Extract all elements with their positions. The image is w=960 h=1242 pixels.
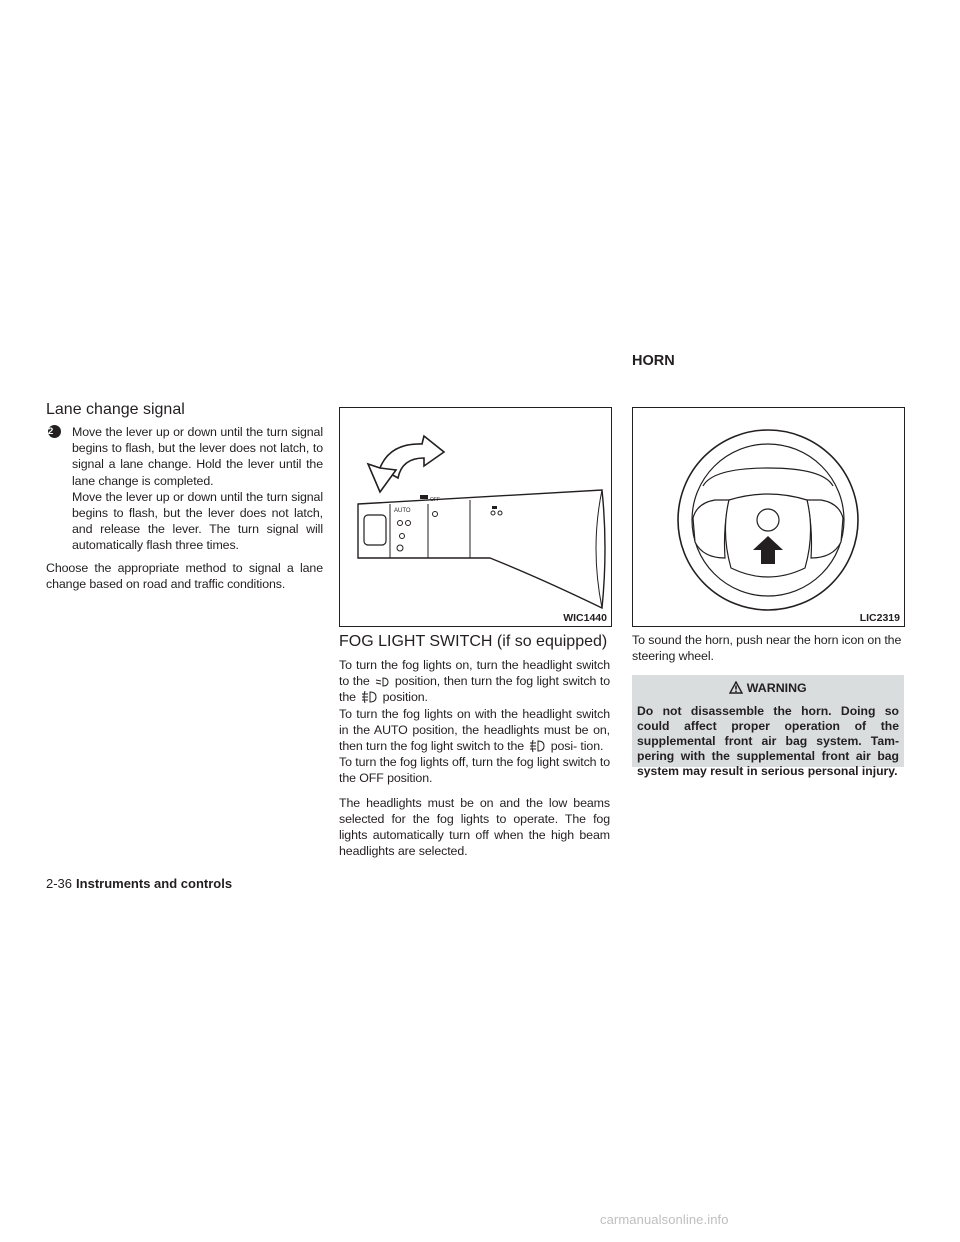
watermark: carmanualsonline.info [600, 1212, 729, 1227]
lever-figure [339, 407, 612, 627]
horn-instruction: To sound the horn, push near the horn icon on the steering wheel. [632, 633, 902, 664]
low-beam-icon [375, 676, 389, 688]
warning-body: Do not disassemble the horn. Doing so could affect proper operation of the supplemental front air bag system. Tam- pering with the supplemental front air bag system may result in serious personal injury. [637, 704, 899, 778]
horn-heading: HORN [632, 353, 675, 369]
step-number-badge: 2 [48, 425, 61, 438]
step-list [46, 424, 323, 554]
steering-wheel-illustration [633, 408, 904, 626]
warning-title: WARNING [632, 681, 904, 695]
figure-code: WIC1440 [563, 612, 607, 624]
section-name: Instruments and controls [76, 876, 233, 891]
page-number: 2-36 [46, 876, 73, 891]
step-paragraph: Move the lever up or down until the turn signal begins to flash, but the lever does not latch, to signal a lane change. Hold the lever until the lane change is completed. [72, 425, 323, 488]
fog-light-text [339, 657, 610, 859]
fog-light-icon [529, 739, 545, 753]
fog-para-4: The headlights must be on and the low beams selected for the fog lights to operate. The fog lights automatically turn off when the high beam headlights are selected. [339, 795, 610, 859]
figure-code: LIC2319 [859, 612, 900, 624]
step-item [46, 424, 323, 554]
off-label: OFF [430, 497, 440, 503]
fog-para-1: To turn the fog lights on, turn the headlight switch to the position, then turn the fog light switch to the position. [339, 658, 611, 705]
steering-wheel-figure [632, 407, 905, 627]
warning-box [632, 675, 904, 778]
lever-illustration [340, 408, 611, 626]
fog-para-2: To turn the fog lights on with the headlight switch in the AUTO position, the headlights must be on, then turn the fog light switch to the posi- tion. [339, 706, 610, 754]
step-paragraph: Move the lever up or down until the turn signal begins to flash, but the lever does not latch, and release the lever. The turn signal will automatically flash three times. [72, 489, 323, 553]
warning-triangle-icon [729, 681, 743, 694]
auto-label: AUTO [394, 508, 411, 514]
fog-light-icon [361, 690, 377, 704]
fog-light-heading: FOG LIGHT SWITCH (if so equipped) [339, 633, 608, 650]
page-footer [46, 876, 232, 891]
choose-method-paragraph: Choose the appropriate method to signal a lane change based on road and traffic conditions. [46, 561, 323, 592]
emblem-icon [757, 509, 779, 531]
lane-change-heading: Lane change signal [46, 401, 185, 418]
fog-para-3: To turn the fog lights off, turn the fog light switch to the OFF position. [339, 755, 610, 786]
